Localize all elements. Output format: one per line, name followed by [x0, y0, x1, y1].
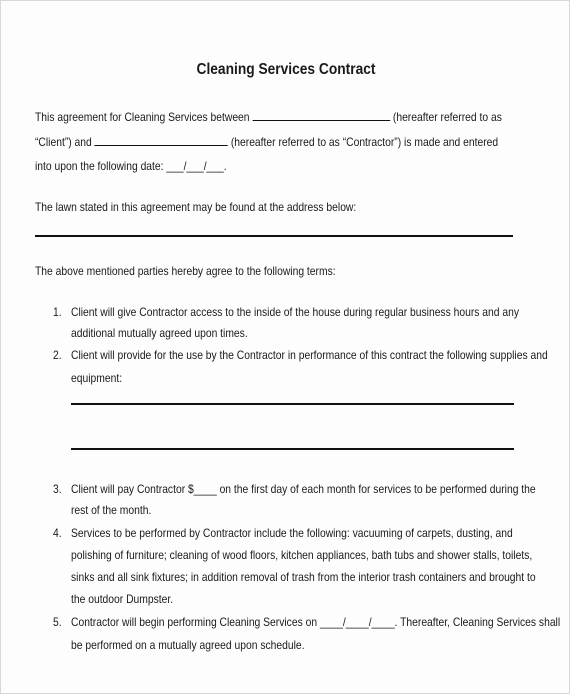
contractor-name-blank[interactable]	[95, 134, 228, 146]
supplies-line-2[interactable]	[71, 448, 514, 450]
term-number: 4.	[53, 526, 62, 540]
term-line: Client will give Contractor access to the inside of the house during regular business hours and any	[71, 305, 520, 319]
term-number: 5.	[53, 615, 62, 629]
term-number: 2.	[53, 348, 62, 362]
term-line: Client will pay Contractor $____ on the first day of each month for services to be performed during the	[71, 482, 536, 496]
intro-line-1-end: (hereafter referred to as	[392, 110, 502, 124]
term-line: be performed on a mutually agreed upon schedule.	[71, 638, 305, 652]
client-name-blank[interactable]	[252, 109, 390, 121]
intro-line-2-end: (hereafter referred to as “Contractor”) is made and entered	[230, 135, 499, 149]
document-title: Cleaning Services Contract	[196, 61, 376, 78]
lawn-address-line[interactable]	[35, 235, 513, 237]
term-line: additional mutually agreed upon times.	[71, 326, 248, 340]
lawn-address-text: The lawn stated in this agreement may be found at the address below:	[35, 200, 357, 214]
term-line: sinks and all sink fixtures; in addition removal of trash from the interior trash containers and brought to	[71, 570, 536, 584]
term-line: equipment:	[71, 371, 123, 385]
intro-line-1-start: This agreement for Cleaning Services between	[35, 110, 250, 124]
term-number: 1.	[53, 305, 62, 319]
intro-line-2	[35, 134, 498, 150]
term-line: polishing of furniture; cleaning of wood floors, kitchen appliances, bath tubs and shower stalls, toilets,	[71, 548, 533, 562]
term-line: Contractor will begin performing Cleaning Services on ____/____/____. Thereafter, Cleaning Services shall	[71, 615, 561, 629]
intro-line-2-start: “Client”) and	[35, 135, 92, 149]
term-number: 3.	[53, 482, 62, 496]
intro-line-1	[35, 109, 502, 125]
supplies-line-1[interactable]	[71, 403, 514, 405]
term-line: the outdoor Dumpster.	[71, 592, 174, 606]
intro-line-3: into upon the following date: ___/___/___.	[35, 159, 227, 173]
term-line: Client will provide for the use by the Contractor in performance of this contract the following supplies and	[71, 348, 548, 362]
terms-intro: The above mentioned parties hereby agree to the following terms:	[35, 264, 336, 278]
term-line: Services to be performed by Contractor include the following: vacuuming of carpets, dusting, and	[71, 526, 513, 540]
term-line: rest of the month.	[71, 503, 152, 517]
